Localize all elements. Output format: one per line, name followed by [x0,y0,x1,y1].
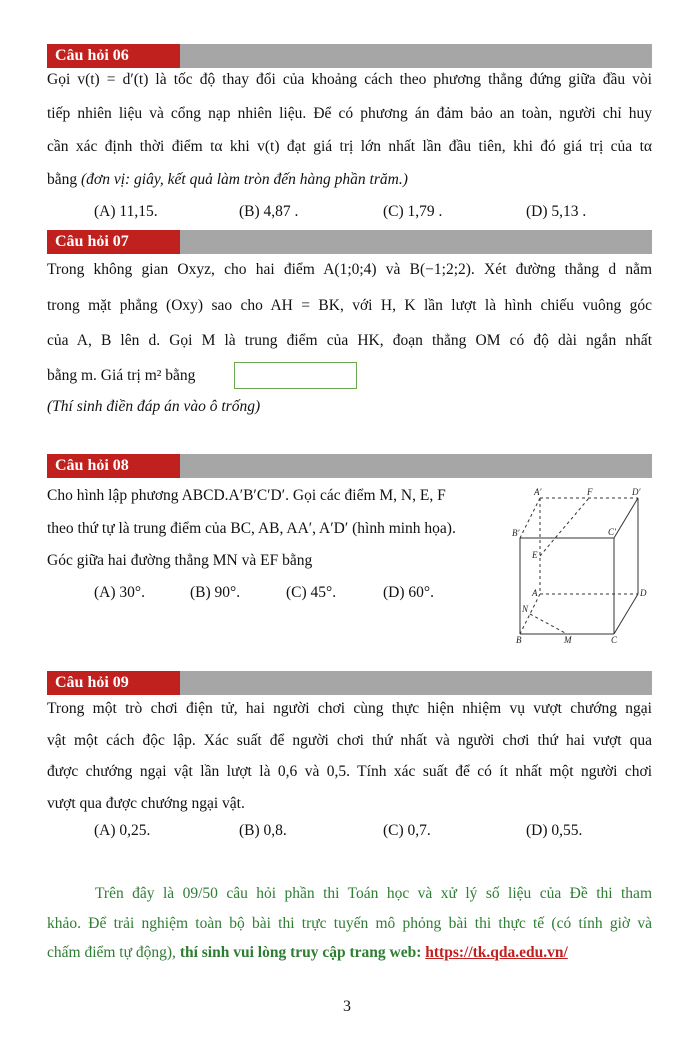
label-D: D [640,588,647,598]
footer-text: chấm điểm tự động), [47,944,176,961]
question-label: Câu hỏi 09 [47,671,180,695]
footer-instruction: thí sinh vui lòng truy cập trang web: [179,944,422,961]
label-M: M [564,635,572,645]
label-C: C [611,635,618,645]
q8-option-d[interactable]: (D) 60°. [383,584,434,601]
q8-text-line-1: Cho hình lập phương ABCD.A′B′C′D′. Gọi các điểm M, N, E, F [47,487,446,504]
q7-text-line-4: bằng m. Giá trị m² bằng [47,367,196,384]
label-D1: D′ [632,487,641,497]
q9-text-line-2: vật một cách độc lập. Xác suất để người chơi thứ nhất và người chơi thứ hai vượt qua [47,732,652,749]
label-N: N [522,604,529,614]
question-header-06 [47,44,652,68]
q6-option-c[interactable]: (C) 1,79 . [383,203,443,220]
q8-option-c[interactable]: (C) 45°. [286,584,337,601]
q6-option-b[interactable]: (B) 4,87 . [239,203,299,220]
q7-text-line-1: Trong không gian Oxyz, cho hai điểm A(1;0;4) và B(−1;2;2). Xét đường thẳng d nằm [47,261,652,278]
footer-line-3 [47,943,652,963]
q9-text-line-4: vượt qua được chướng ngại vật. [47,795,245,812]
q8-text-line-3: Góc giữa hai đường thẳng MN và EF bằng [47,552,313,569]
label-C1: C′ [608,527,616,537]
q6-text-line-2: tiếp nhiên liệu và cổng nạp nhiên liệu. Để có phương án đảm bảo an toàn, người chỉ huy [47,105,652,122]
label-A1: A′ [534,487,542,497]
question-header-08 [47,454,652,478]
label-F: F [587,487,593,497]
q9-option-a[interactable]: (A) 0,25. [94,822,151,839]
q6-text-bang: bằng [47,171,78,188]
q6-unit-note: (đơn vị: giây, kết quả làm tròn đến hàng phần trăm.) [81,171,408,188]
footer-line-2: khảo. Để trải nghiệm toàn bộ bài thi trực tuyến mô phỏng bài thi thực tế (có tính giờ và [47,915,652,932]
q6-text-line-4 [47,170,652,190]
question-header-07 [47,230,652,254]
q9-text-line-1: Trong một trò chơi điện tử, hai người chơi cùng thực hiện nhiệm vụ vượt chướng ngại [47,700,652,717]
question-label: Câu hỏi 06 [47,44,180,68]
q8-option-a[interactable]: (A) 30°. [94,584,145,601]
website-link[interactable]: https://tk.qda.edu.vn/ [425,944,568,961]
q7-answer-input[interactable] [234,362,357,389]
q8-text-line-2: theo thứ tự là trung điểm của BC, AB, AA′, A′D′ (hình minh họa). [47,520,456,537]
q9-text-line-3: được chướng ngại vật lần lượt là 0,6 và 0,5. Tính xác suất để có ít nhất một người chơi [47,763,652,780]
question-label: Câu hỏi 08 [47,454,180,478]
q6-option-a[interactable]: (A) 11,15. [94,203,158,220]
label-B: B [516,635,522,645]
page-number: 3 [343,998,351,1015]
question-header-09 [47,671,652,695]
label-B1: B′ [512,528,520,538]
q7-fill-note: (Thí sinh điền đáp án vào ô trống) [47,398,261,415]
q8-option-b[interactable]: (B) 90°. [190,584,241,601]
q6-option-d[interactable]: (D) 5,13 . [526,203,587,220]
label-A: A [532,588,538,598]
q6-text-line-3: cần xác định thời điểm tα khi v(t) đạt giá trị lớn nhất lần đầu tiên, khi đó giá trị của tα [47,138,652,155]
q9-option-b[interactable]: (B) 0,8. [239,822,287,839]
question-label: Câu hỏi 07 [47,230,180,254]
q9-option-c[interactable]: (C) 0,7. [383,822,431,839]
q6-text-line-1: Gọi v(t) = d′(t) là tốc độ thay đổi của khoảng cách theo phương thẳng đứng giữa đầu vòi [47,71,652,88]
label-E: E [532,550,538,560]
footer-line-1: Trên đây là 09/50 câu hỏi phần thi Toán học và xử lý số liệu của Đề thi tham [95,885,652,902]
cube-figure [510,486,660,646]
q7-text-line-3: của A, B lên d. Gọi M là trung điểm của HK, đoạn thẳng OM có độ dài ngắn nhất [47,332,652,349]
q9-option-d[interactable]: (D) 0,55. [526,822,583,839]
q7-text-line-2: trong mặt phẳng (Oxy) sao cho AH = BK, với H, K lần lượt là hình chiếu vuông góc [47,297,652,314]
